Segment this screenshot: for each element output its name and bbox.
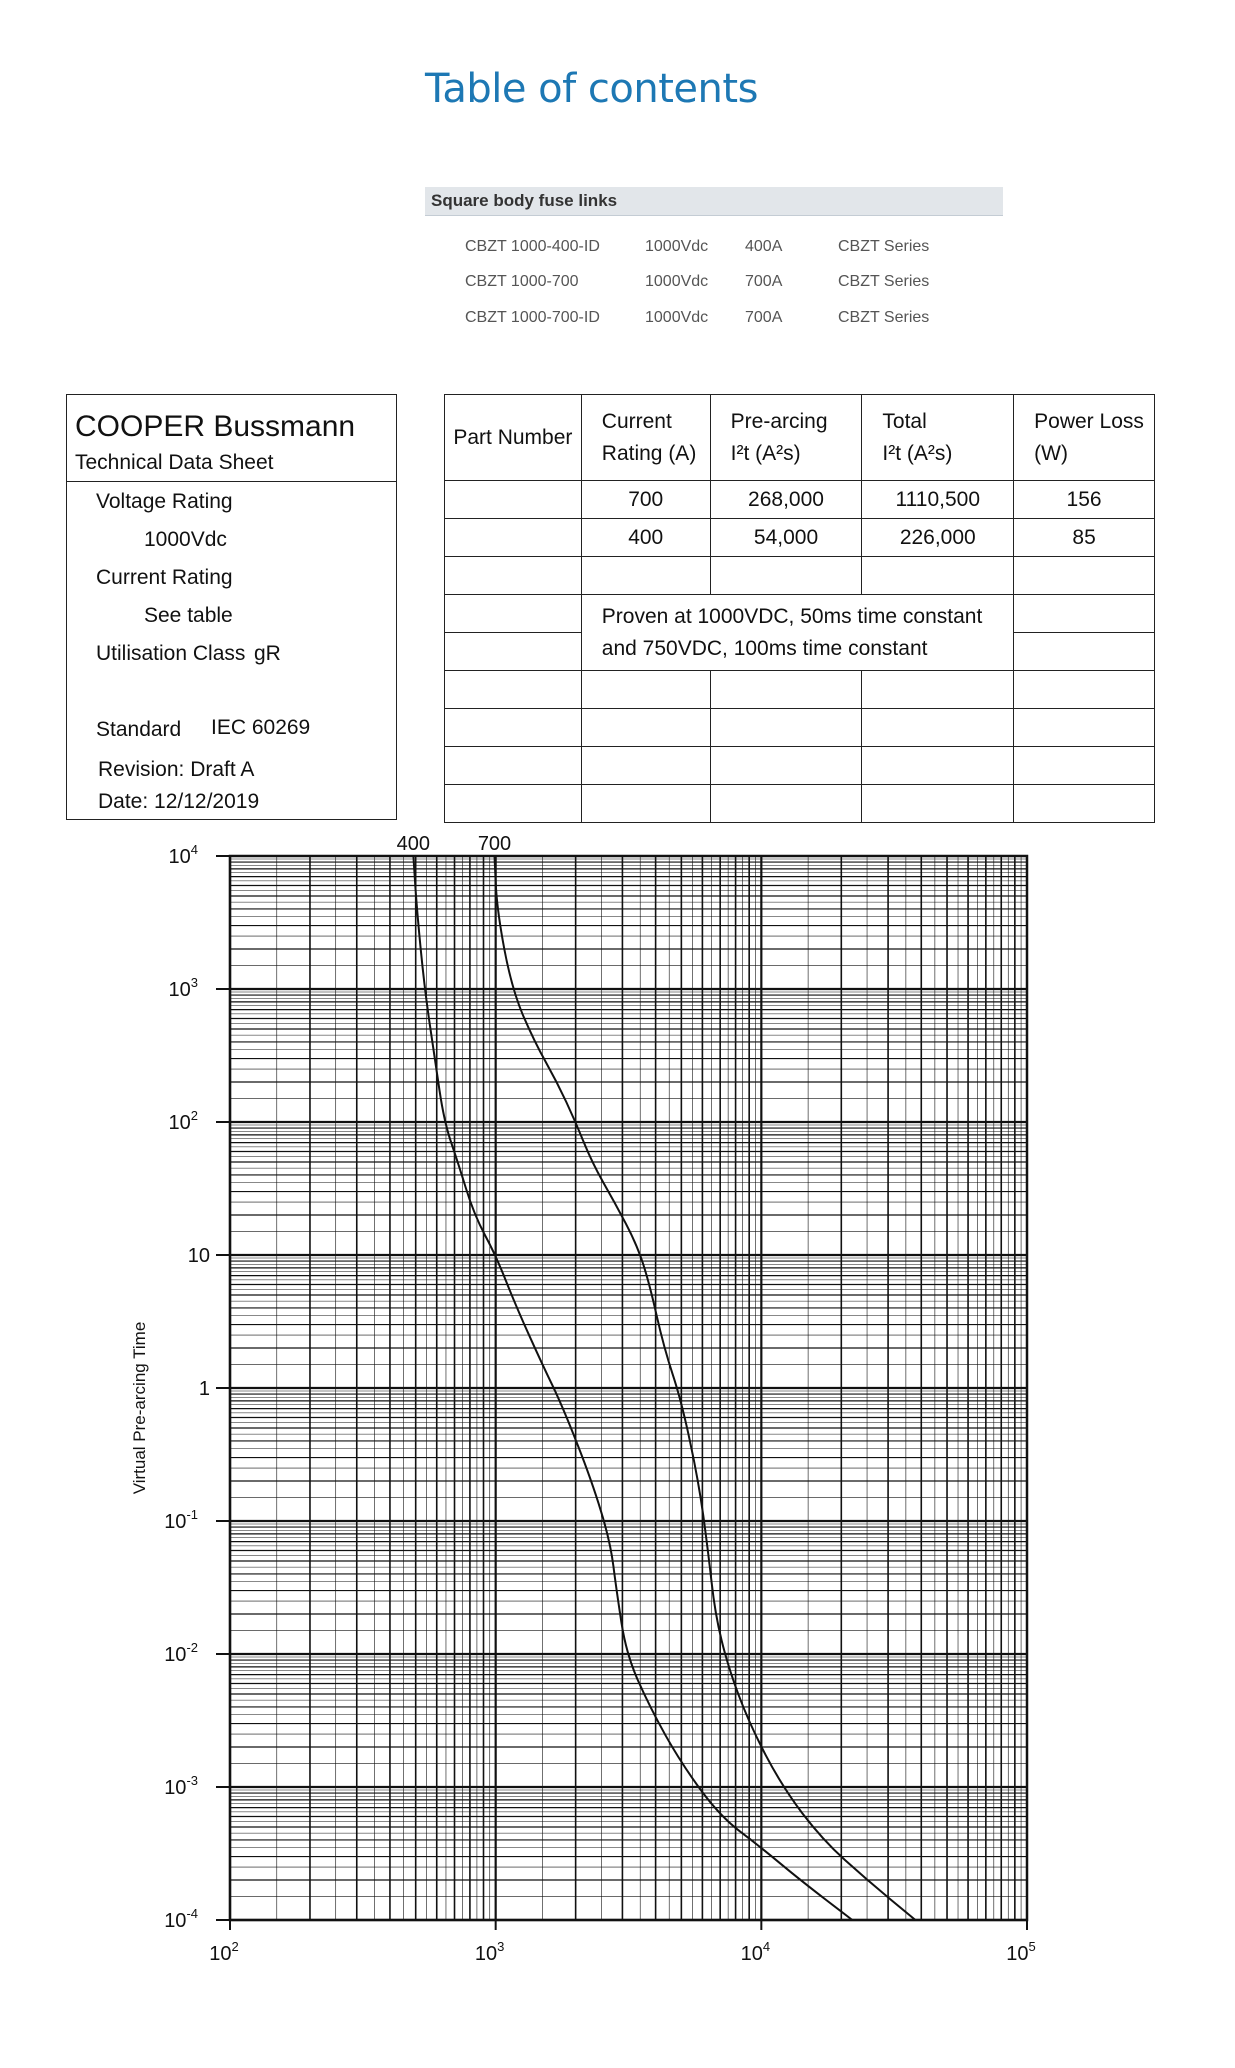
- header-total-line-2: I²t (A²s): [882, 441, 953, 465]
- toc-section-label: Square body fuse links: [431, 191, 618, 210]
- header-current-rating: [581, 395, 710, 481]
- x-tick-exponent: 3: [497, 1939, 505, 1954]
- header-total-line-1: Total: [882, 409, 927, 433]
- y-tick-label: $10^{-3}$: [164, 1773, 198, 1799]
- table-row: [445, 747, 1155, 785]
- cell-total: 226,000: [862, 519, 1014, 557]
- table-cell: [445, 785, 582, 823]
- header-current-line-2: Rating (A): [601, 441, 697, 465]
- table-cell: [581, 557, 710, 595]
- y-tick-exponent: 2: [190, 1108, 198, 1123]
- y-tick-exponent: -4: [186, 1906, 198, 1921]
- table-cell: [1014, 671, 1155, 709]
- table-row: [445, 785, 1155, 823]
- table-row: [445, 481, 1155, 519]
- header-current-line-1: Current: [601, 409, 672, 433]
- y-tick-exponent: 3: [190, 975, 198, 990]
- y-tick-exponent: -2: [186, 1640, 198, 1655]
- standard-value: IEC 60269: [211, 716, 311, 739]
- table-cell: [710, 671, 862, 709]
- y-tick-exponent: -1: [186, 1507, 198, 1522]
- x-tick-label: $10^5$: [1006, 1939, 1036, 1965]
- y-tick-label: $10^4$: [168, 842, 198, 868]
- x-tick-label: $10^3$: [474, 1939, 505, 1965]
- toc-part-number: CBZT 1000-700: [465, 273, 579, 290]
- y-tick-exponent: 4: [190, 842, 198, 857]
- cell-power: 85: [1014, 519, 1155, 557]
- toc-voltage: 1000Vdc: [645, 309, 709, 326]
- table-cell: [581, 709, 710, 747]
- toc-series: CBZT Series: [838, 238, 930, 255]
- standard-label: Standard: [96, 718, 182, 741]
- curve-label-400: 400: [396, 833, 431, 855]
- toc-current: 700A: [745, 273, 783, 290]
- brand-name: COOPER Bussmann: [75, 410, 356, 443]
- table-cell: [581, 671, 710, 709]
- table-cell: [1014, 785, 1155, 823]
- table-cell: [445, 671, 582, 709]
- note-line-1: Proven at 1000VDC, 50ms time constant: [601, 604, 983, 628]
- table-cell: [1014, 633, 1155, 671]
- table-cell: [445, 557, 582, 595]
- table-cell: [445, 595, 582, 633]
- y-tick-label: $10^2$: [168, 1108, 198, 1134]
- datasheet-info-box: [66, 394, 397, 820]
- table-cell: [581, 785, 710, 823]
- voltage-rating-label: Voltage Rating: [96, 490, 233, 513]
- table-row: [445, 519, 1155, 557]
- header-prearcing-line-2: I²t (A²s): [730, 441, 801, 465]
- table-row: [445, 595, 1155, 633]
- toc-series: CBZT Series: [838, 309, 930, 326]
- sheet-subtitle: Technical Data Sheet: [75, 451, 274, 474]
- table-cell: [581, 747, 710, 785]
- y-axis-label: Virtual Pre-arcing Time: [130, 1321, 149, 1495]
- y-tick-label: $10^3$: [168, 975, 198, 1001]
- table-cell: [710, 557, 862, 595]
- table-header-row: [445, 395, 1155, 481]
- utilisation-class-label: Utilisation Class: [96, 642, 246, 665]
- table-cell: [445, 709, 582, 747]
- cell-prearcing: 54,000: [710, 519, 862, 557]
- cell-power: 156: [1014, 481, 1155, 519]
- y-tick-label: 10: [187, 1245, 210, 1267]
- date-text: Date: 12/12/2019: [98, 790, 260, 813]
- y-tick-label: $10^{-2}$: [164, 1640, 198, 1666]
- note-line-2: and 750VDC, 100ms time constant: [601, 636, 928, 660]
- table-cell: [710, 785, 862, 823]
- test-conditions-note: [581, 595, 1013, 671]
- current-rating-label: Current Rating: [96, 566, 233, 589]
- y-tick-label: $10^{-1}$: [164, 1507, 198, 1533]
- table-cell: [1014, 595, 1155, 633]
- table-cell: [445, 747, 582, 785]
- time-current-chart: [0, 820, 1235, 2068]
- toc-section-header: [425, 187, 1003, 216]
- toc-voltage: 1000Vdc: [645, 238, 709, 255]
- header-prearcing-line-1: Pre-arcing: [730, 409, 828, 433]
- table-row: [445, 557, 1155, 595]
- x-tick-label: $10^2$: [209, 1939, 239, 1965]
- table-cell: [445, 633, 582, 671]
- table-cell: [862, 671, 1014, 709]
- table-cell: [1014, 747, 1155, 785]
- current-rating-value: See table: [144, 604, 233, 627]
- revision-text: Revision: Draft A: [98, 758, 255, 781]
- info-header: [67, 395, 396, 482]
- table-cell: [1014, 709, 1155, 747]
- cell-total: 1110,500: [862, 481, 1014, 519]
- toc-voltage: 1000Vdc: [645, 273, 709, 290]
- header-power-line-2: (W): [1034, 441, 1068, 465]
- utilisation-class-value: gR: [254, 642, 281, 665]
- toc-current: 700A: [745, 309, 783, 326]
- table-row: [445, 709, 1155, 747]
- toc-series: CBZT Series: [838, 273, 930, 290]
- table-cell: [862, 709, 1014, 747]
- toc-title: Table of contents: [425, 66, 758, 112]
- table-cell: [710, 747, 862, 785]
- x-tick-exponent: 4: [762, 1939, 771, 1954]
- ratings-table: [444, 394, 1155, 823]
- curve-label-700: 700: [477, 833, 512, 855]
- table-cell: [862, 557, 1014, 595]
- toc-part-number: CBZT 1000-400-ID: [465, 238, 600, 255]
- voltage-rating-value: 1000Vdc: [144, 528, 227, 551]
- header-power-loss: [1014, 395, 1155, 481]
- table-cell: [862, 747, 1014, 785]
- header-total: [862, 395, 1014, 481]
- table-cell: [710, 709, 862, 747]
- toc-part-number: CBZT 1000-700-ID: [465, 309, 600, 326]
- cell-rating: 400: [581, 519, 710, 557]
- y-tick-label: 1: [198, 1378, 210, 1400]
- y-tick-label: $10^{-4}$: [164, 1906, 198, 1932]
- x-tick-exponent: 2: [231, 1939, 239, 1954]
- table-cell: [862, 785, 1014, 823]
- chart-grid: [230, 856, 1027, 1920]
- table-cell: [445, 481, 582, 519]
- x-tick-exponent: 5: [1028, 1939, 1036, 1954]
- header-power-line-1: Power Loss: [1034, 409, 1144, 433]
- cell-rating: 700: [581, 481, 710, 519]
- table-cell: [445, 519, 582, 557]
- table-cell: [1014, 557, 1155, 595]
- cell-prearcing: 268,000: [710, 481, 862, 519]
- y-tick-exponent: -3: [186, 1773, 198, 1788]
- x-tick-label: $10^4$: [740, 1939, 771, 1965]
- header-prearcing: [710, 395, 862, 481]
- table-row: [445, 671, 1155, 709]
- header-part-number: Part Number: [445, 395, 582, 481]
- toc-current: 400A: [745, 238, 783, 255]
